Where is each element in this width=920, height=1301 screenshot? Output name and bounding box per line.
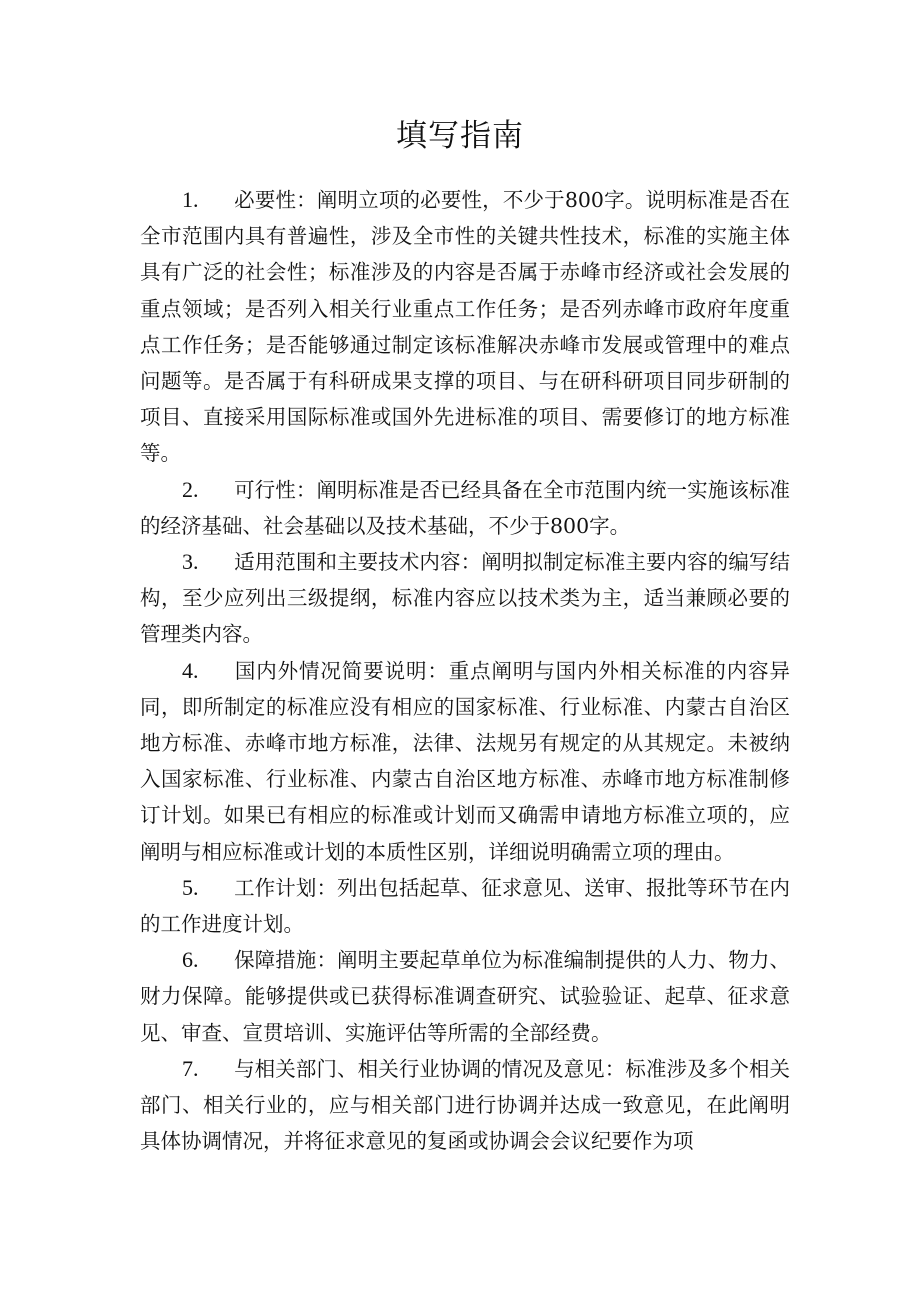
item-text: 适用范围和主要技术内容：阐明拟制定标准主要内容的编写结构，至少应列出三级提纲，标准内容应以技术类为主，适当兼顾必要的管理类内容。 [140, 550, 790, 647]
guide-item-1 [140, 182, 790, 472]
guide-item-6 [140, 942, 790, 1051]
guide-item-2 [140, 472, 790, 544]
item-text: 可行性：阐明标准是否已经具备在全市范围内统一实施该标准的经济基础、社会基础以及技术基础，不少于800字。 [140, 477, 790, 538]
item-number: 4. [182, 657, 199, 683]
guide-item-4 [140, 653, 790, 870]
item-number: 6. [182, 947, 199, 973]
guide-item-3 [140, 544, 790, 653]
item-number: 1. [182, 187, 199, 212]
item-number: 7. [182, 1055, 199, 1081]
item-text: 保障措施：阐明主要起草单位为标准编制提供的人力、物力、财力保障。能够提供或已获得标准调查研究、试验验证、起草、征求意见、审查、宣贯培训、实施评估等所需的全部经费。 [140, 948, 790, 1045]
item-number: 5. [182, 874, 199, 900]
page-title: 填写指南 [396, 118, 524, 154]
item-text: 必要性：阐明立项的必要性，不少于800字。说明标准是否在全市范围内具有普遍性，涉及全市性的关键共性技术，标准的实施主体具有广泛的社会性；标准涉及的内容是否属于赤峰市经济或社会发展的重点领域；是否列入相关行业重点工作任务；是否列赤峰市政府年度重点工作任务；是否能够通过制定该标准解决赤峰市发展或管理中的难点问题等。是否属于有科研成果支撑的项目、与在研科研项目同步研制的项目、直接采用国际标准或国外先进标准的项目、需要修订的地方标准等。 [140, 188, 790, 466]
guide-item-5 [140, 870, 790, 942]
item-text: 工作计划：列出包括起草、征求意见、送审、报批等环节在内的工作进度计划。 [140, 875, 790, 937]
guide-body [140, 182, 790, 1159]
item-number: 3. [182, 549, 199, 575]
item-text: 与相关部门、相关行业协调的情况及意见：标准涉及多个相关部门、相关行业的，应与相关部门进行协调并达成一致意见，在此阐明具体协调情况，并将征求意见的复函或协调会会议纪要作为项 [140, 1056, 790, 1154]
item-number: 2. [182, 476, 199, 502]
guide-item-7 [140, 1051, 790, 1160]
item-text: 国内外情况简要说明：重点阐明与国内外相关标准的内容异同，即所制定的标准应没有相应的国家标准、行业标准、内蒙古自治区地方标准、赤峰市地方标准，法律、法规另有规定的从其规定。未被纳入国家标准、行业标准、内蒙古自治区地方标准、赤峰市地方标准制修订计划。如果已有相应的标准或计划而又确需申请地方标准立项的，应阐明与相应标准或计划的本质性区别，详细说明确需立项的理由。 [140, 658, 790, 864]
